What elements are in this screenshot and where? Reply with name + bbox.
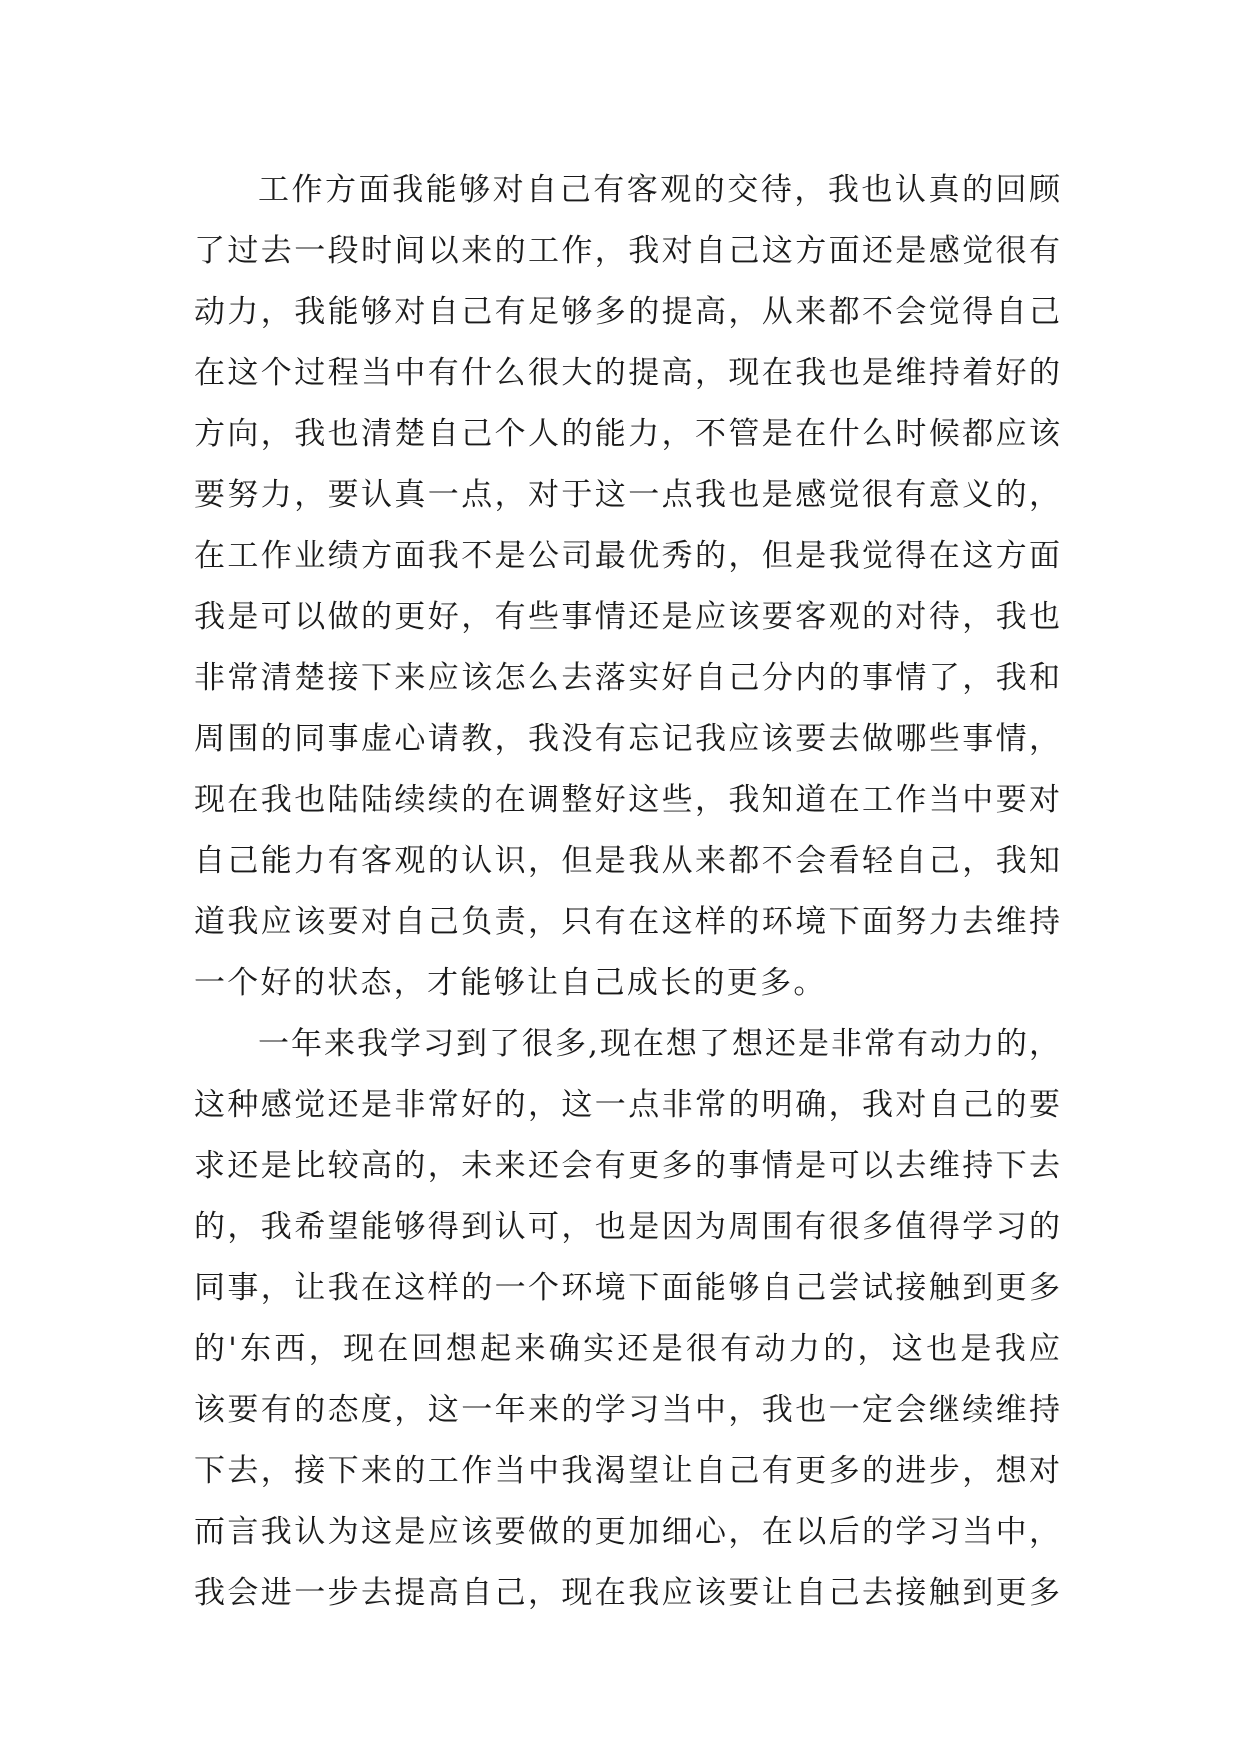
text-line: 周围的同事虚心请教，我没有忘记我应该要去做哪些事情， [194,721,1060,757]
text-line: 在工作业绩方面我不是公司最优秀的，但是我觉得在这方面 [194,538,1060,574]
text-line: 自己能力有客观的认识，但是我从来都不会看轻自己，我知 [194,843,1060,879]
text-line: 的，我希望能够得到认可，也是因为周围有很多值得学习的 [194,1209,1060,1245]
text-line: 了过去一段时间以来的工作，我对自己这方面还是感觉很有 [194,233,1060,269]
text-line: 同事，让我在这样的一个环境下面能够自己尝试接触到更多 [194,1270,1060,1306]
text-line: 求还是比较高的，未来还会有更多的事情是可以去维持下去 [194,1148,1060,1184]
paragraph-2 [194,1014,1060,1624]
text-line: 一个好的状态，才能够让自己成长的更多。 [194,965,827,1001]
text-line: 非常清楚接下来应该怎么去落实好自己分内的事情了，我和 [194,660,1060,696]
text-line: 工作方面我能够对自己有客观的交待，我也认真的回顾 [258,172,1060,208]
text-line: 在这个过程当中有什么很大的提高，现在我也是维持着好的 [194,355,1060,391]
paragraph-1 [194,160,1060,1014]
text-line: 一年来我学习到了很多,现在想了想还是非常有动力的， [258,1026,1060,1062]
text-line: 我是可以做的更好，有些事情还是应该要客观的对待，我也 [194,599,1060,635]
text-line: 要努力，要认真一点，对于这一点我也是感觉很有意义的， [194,477,1060,513]
text-line: 我会进一步去提高自己，现在我应该要让自己去接触到更多 [194,1575,1060,1611]
text-line: 而言我认为这是应该要做的更加细心，在以后的学习当中， [194,1514,1060,1550]
document-body [194,160,1060,1624]
text-line: 现在我也陆陆续续的在调整好这些，我知道在工作当中要对 [194,782,1060,818]
text-line: 该要有的态度，这一年来的学习当中，我也一定会继续维持 [194,1392,1060,1428]
text-line: 动力，我能够对自己有足够多的提高，从来都不会觉得自己 [194,294,1060,330]
text-line: 的'东西，现在回想起来确实还是很有动力的，这也是我应 [194,1331,1060,1367]
text-line: 这种感觉还是非常好的，这一点非常的明确，我对自己的要 [194,1087,1060,1123]
text-line: 方向，我也清楚自己个人的能力，不管是在什么时候都应该 [194,416,1060,452]
text-line: 道我应该要对自己负责，只有在这样的环境下面努力去维持 [194,904,1060,940]
text-line: 下去，接下来的工作当中我渴望让自己有更多的进步，想对 [194,1453,1060,1489]
